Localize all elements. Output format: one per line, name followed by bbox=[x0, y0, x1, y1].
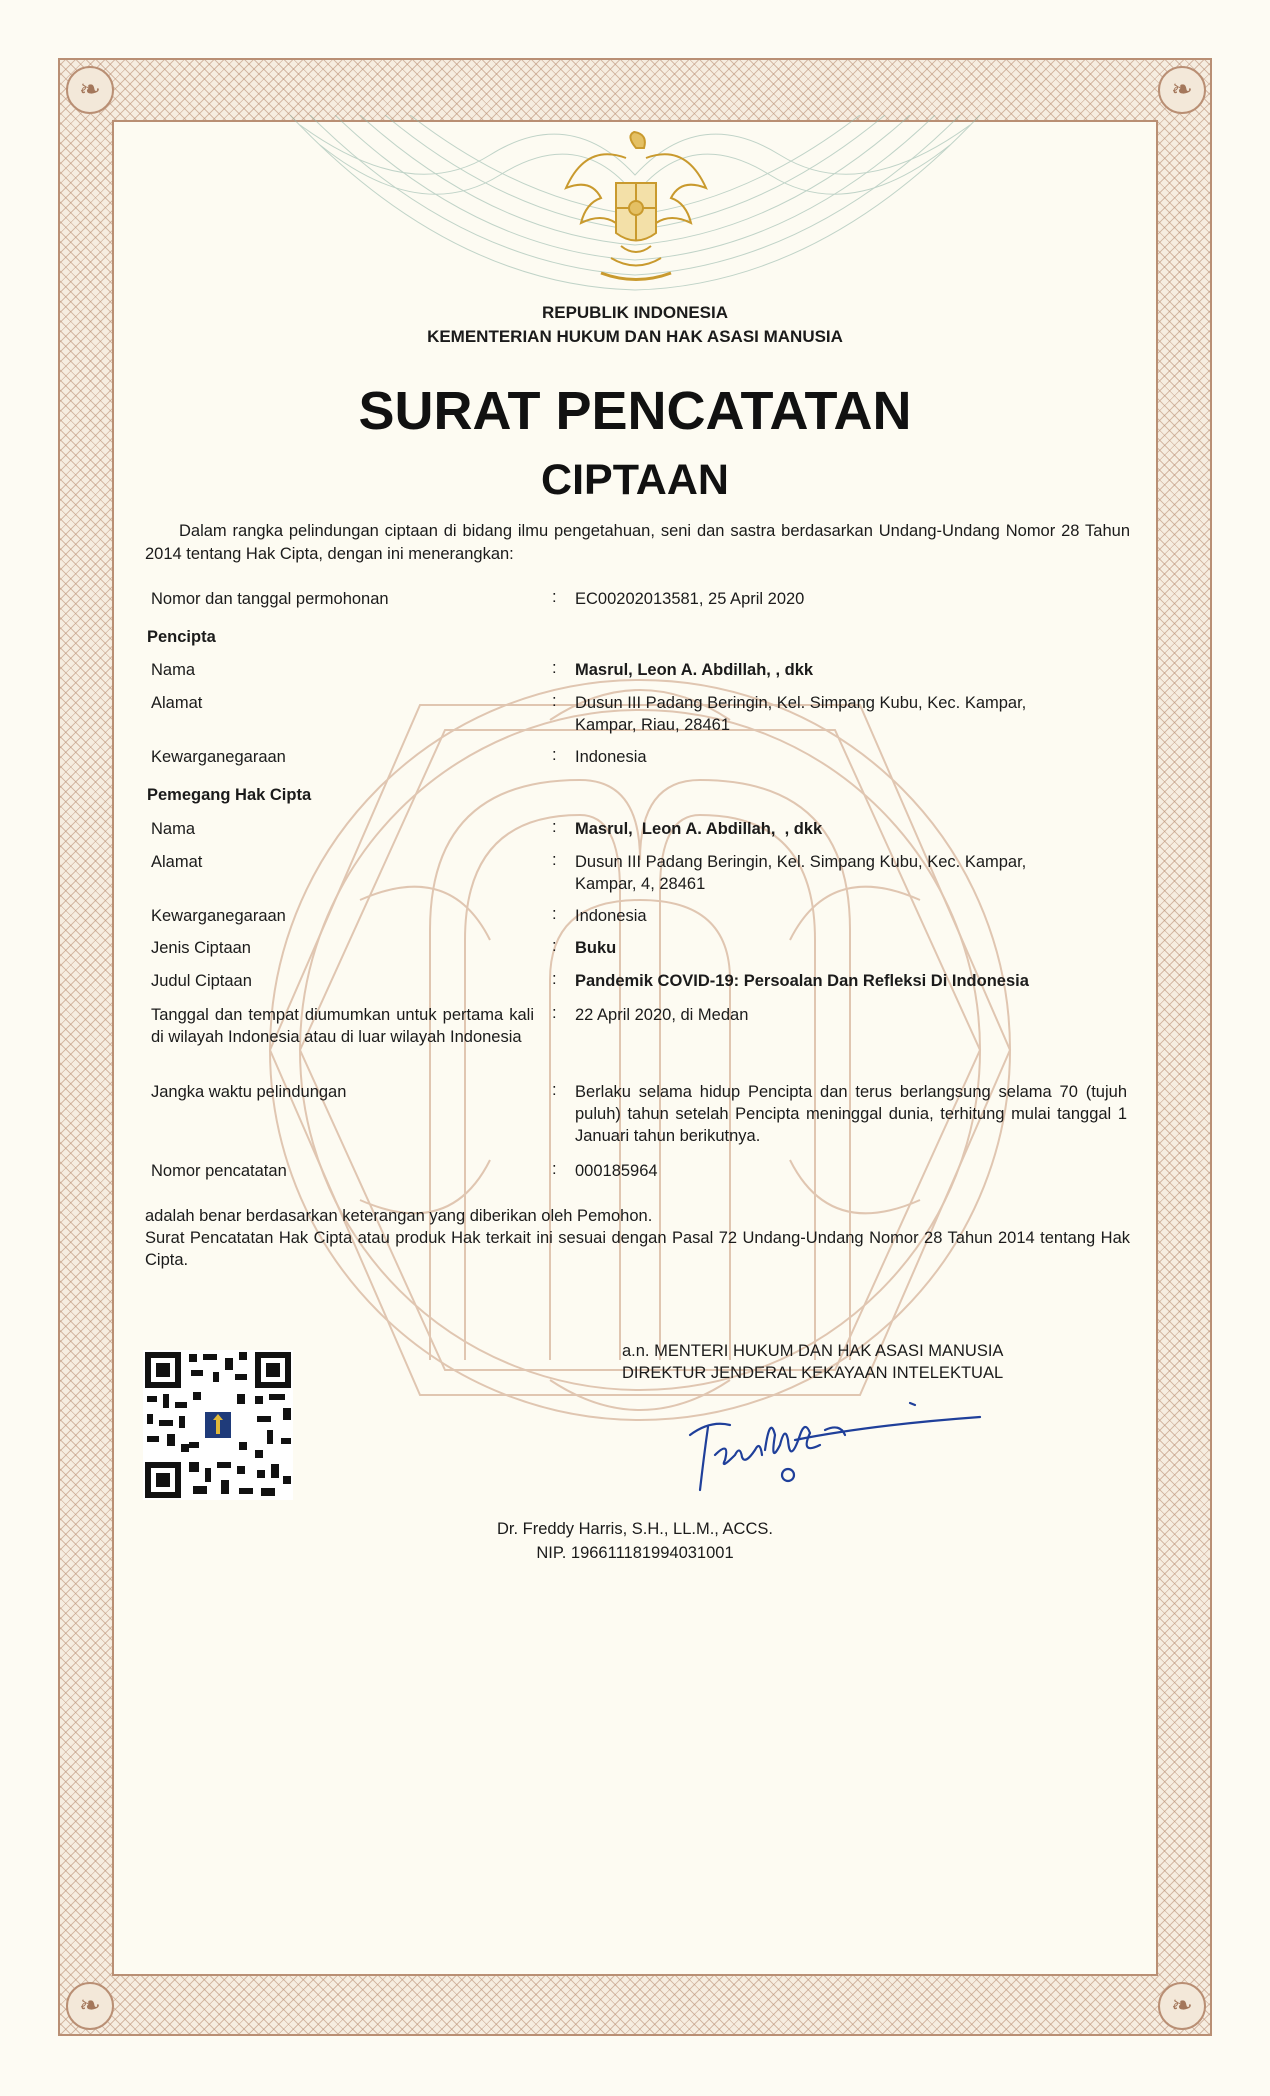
corner-ornament-icon: ❧ bbox=[66, 66, 114, 114]
field-value-record-number: 000185964 bbox=[575, 1162, 658, 1180]
ministry-header: KEMENTERIAN HUKUM DAN HAK ASASI MANUSIA bbox=[427, 327, 843, 346]
colon: : bbox=[552, 818, 557, 836]
field-value-type: Buku bbox=[575, 939, 617, 957]
qr-code-icon bbox=[143, 1350, 293, 1500]
colon: : bbox=[552, 692, 557, 710]
intro-paragraph: Dalam rangka pelindungan ciptaan di bidang ilmu pengetahuan, seni dan sastra berdasarkan Undang-Undang Nomor 28 Tahun 2014 tentang Hak Cipta, dengan ini menerangkan: bbox=[145, 522, 1130, 563]
corner-ornament-icon: ❧ bbox=[66, 1982, 114, 2030]
signatory-line-2: DIREKTUR JENDERAL KEKAYAAN INTELEKTUAL bbox=[622, 1364, 1004, 1382]
colon: : bbox=[552, 905, 557, 923]
garuda-emblem-icon bbox=[556, 128, 716, 288]
official-nip: NIP. 196611181994031001 bbox=[536, 1544, 734, 1562]
field-label-creator-citizenship: Kewarganegaraan bbox=[151, 748, 286, 766]
field-value-creator-name: Masrul, Leon A. Abdillah, , dkk bbox=[575, 661, 814, 679]
field-label-creator-name: Nama bbox=[151, 661, 196, 679]
field-value-holder-citizenship: Indonesia bbox=[575, 907, 647, 925]
field-label-holder-name: Nama bbox=[151, 820, 196, 838]
corner-ornament-icon: ❧ bbox=[1158, 1982, 1206, 2030]
signatory-title bbox=[622, 1340, 1003, 1384]
field-value-creator-address: Dusun III Padang Beringin, Kel. Simpang Kubu, Kec. Kampar, Kampar, Riau, 28461 bbox=[575, 694, 1027, 734]
colon: : bbox=[552, 746, 557, 764]
field-value-protection: Berlaku selama hidup Pencipta dan terus berlangsung selama 70 (tujuh puluh) tahun setelah Pencipta meninggal dunia, terhitung mulai tanggal 1 Januari tahun berikutnya. bbox=[575, 1083, 1127, 1145]
field-label-type: Jenis Ciptaan bbox=[151, 939, 251, 957]
signatory-line-1: a.n. MENTERI HUKUM DAN HAK ASASI MANUSIA bbox=[622, 1342, 1004, 1360]
handwritten-signature bbox=[670, 1395, 990, 1505]
colon: : bbox=[552, 1081, 557, 1099]
colon: : bbox=[552, 937, 557, 955]
closing-statement bbox=[145, 1205, 1130, 1271]
document-title: SURAT PENCATATAN bbox=[358, 381, 912, 441]
field-label-protection: Jangka waktu pelindungan bbox=[151, 1083, 347, 1101]
colon: : bbox=[552, 1160, 557, 1178]
field-label-publication: Tanggal dan tempat diumumkan untuk pertama kali di wilayah Indonesia atau di luar wilayah Indonesia bbox=[151, 1006, 534, 1046]
field-label-application: Nomor dan tanggal permohonan bbox=[151, 590, 389, 608]
document-subtitle: CIPTAAN bbox=[541, 456, 729, 504]
field-value-work-title: Pandemik COVID-19: Persoalan Dan Refleksi Di Indonesia bbox=[575, 972, 1029, 990]
country-header: REPUBLIK INDONESIA bbox=[541, 303, 729, 322]
field-label-record-number: Nomor pencatatan bbox=[151, 1162, 287, 1180]
field-value-publication: 22 April 2020, di Medan bbox=[575, 1006, 749, 1024]
section-holder: Pemegang Hak Cipta bbox=[147, 786, 312, 804]
corner-ornament-icon: ❧ bbox=[1158, 66, 1206, 114]
closing-line-1: adalah benar berdasarkan keterangan yang diberikan oleh Pemohon. bbox=[145, 1207, 653, 1225]
colon: : bbox=[552, 659, 557, 677]
field-value-creator-citizenship: Indonesia bbox=[575, 748, 647, 766]
field-value-application: EC00202013581, 25 April 2020 bbox=[575, 590, 805, 608]
field-label-work-title: Judul Ciptaan bbox=[151, 972, 252, 990]
field-label-holder-address: Alamat bbox=[151, 853, 203, 871]
section-creator: Pencipta bbox=[147, 628, 216, 646]
colon: : bbox=[552, 851, 557, 869]
field-value-holder-address: Dusun III Padang Beringin, Kel. Simpang Kubu, Kec. Kampar, Kampar, 4, 28461 bbox=[575, 853, 1027, 893]
field-label-creator-address: Alamat bbox=[151, 694, 203, 712]
field-label-holder-citizenship: Kewarganegaraan bbox=[151, 907, 286, 925]
field-value-holder-name: Masrul, Leon A. Abdillah, , dkk bbox=[575, 820, 823, 838]
colon: : bbox=[552, 970, 557, 988]
closing-line-2: Surat Pencatatan Hak Cipta atau produk Hak terkait ini sesuai dengan Pasal 72 Undang-Undang Nomor 28 Tahun 2014 tentang Hak Cipta. bbox=[145, 1229, 1130, 1269]
official-name: Dr. Freddy Harris, S.H., LL.M., ACCS. bbox=[497, 1520, 773, 1538]
colon: : bbox=[552, 588, 557, 606]
colon: : bbox=[552, 1004, 557, 1022]
